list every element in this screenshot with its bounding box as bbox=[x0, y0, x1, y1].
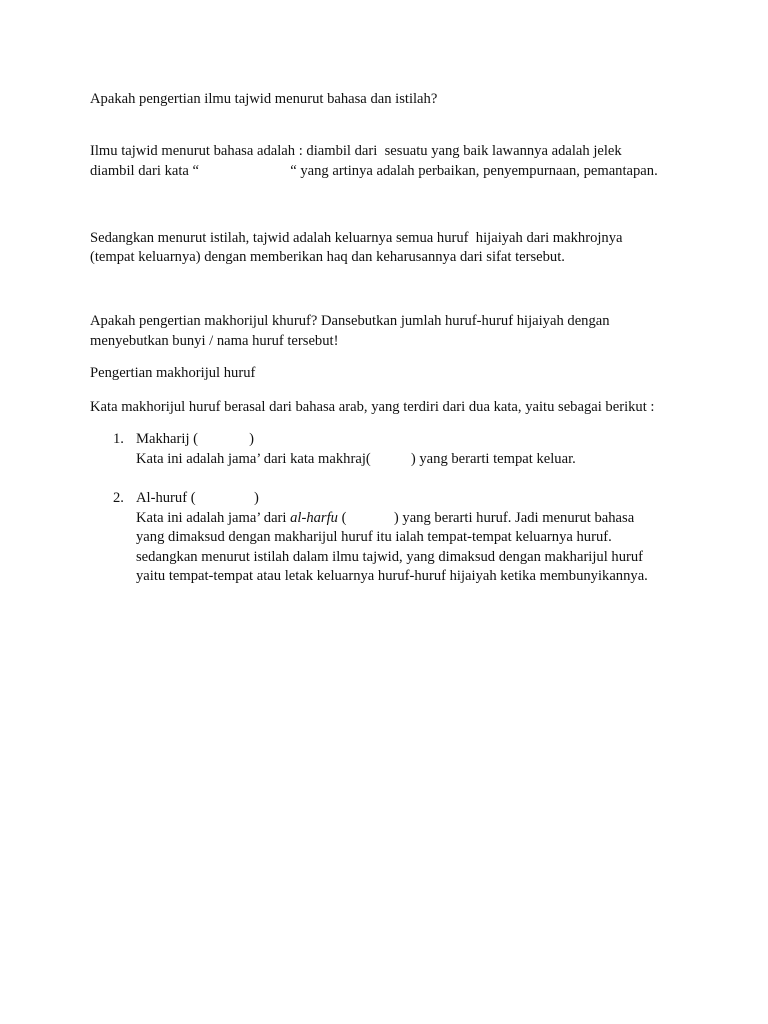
list-item-1-title: Makharij ( ) bbox=[136, 431, 254, 447]
list-item-2-line-1-italic: al-harfu bbox=[290, 510, 338, 526]
question-2-line-2: menyebutkan bunyi / nama huruf tersebut! bbox=[90, 333, 339, 349]
section-heading: Pengertian makhorijul huruf bbox=[90, 365, 256, 381]
list-item-2-line-2: yang dimaksud dengan makharijul huruf itu ialah tempat-tempat keluarnya huruf. bbox=[136, 529, 612, 545]
list-item-1-line-1: Kata ini adalah jama’ dari kata makhraj( ) yang berarti tempat keluar. bbox=[136, 451, 576, 467]
question-2-line-1: Apakah pengertian makhorijul khuruf? Dansebutkan jumlah huruf-huruf hijaiyah dengan bbox=[90, 313, 610, 329]
list-item-2-title: Al-huruf ( ) bbox=[136, 490, 259, 506]
paragraph-1-line-1: Ilmu tajwid menurut bahasa adalah : diambil dari sesuatu yang baik lawannya adalah jelek bbox=[90, 143, 622, 159]
paragraph-2-line-2: (tempat keluarnya) dengan memberikan haq dan keharusannya dari sifat tersebut. bbox=[90, 249, 565, 265]
list-item-1-number: 1. bbox=[113, 431, 124, 447]
list-item-2-line-1 bbox=[136, 509, 634, 528]
list-item-2-line-1-pre: Kata ini adalah jama’ dari bbox=[136, 510, 291, 526]
list-item-2-line-3: sedangkan menurut istilah dalam ilmu tajwid, yang dimaksud dengan makharijul huruf bbox=[136, 549, 644, 565]
list-item-2-line-4: yaitu tempat-tempat atau letak keluarnya huruf-huruf hijaiyah ketika membunyikannya. bbox=[136, 568, 648, 584]
intro-paragraph: Kata makhorijul huruf berasal dari bahasa arab, yang terdiri dari dua kata, yaitu sebagai berikut : bbox=[90, 399, 655, 415]
question-1: Apakah pengertian ilmu tajwid menurut bahasa dan istilah? bbox=[90, 91, 438, 107]
list-item-2-line-1-post: ( ) yang berarti huruf. Jadi menurut bahasa bbox=[337, 510, 635, 526]
list-item-2-number: 2. bbox=[113, 490, 124, 506]
paragraph-2-line-1: Sedangkan menurut istilah, tajwid adalah keluarnya semua huruf hijaiyah dari makhrojnya bbox=[90, 230, 623, 246]
paragraph-1-line-2: diambil dari kata “ “ yang artinya adalah perbaikan, penyempurnaan, pemantapan. bbox=[90, 163, 658, 179]
